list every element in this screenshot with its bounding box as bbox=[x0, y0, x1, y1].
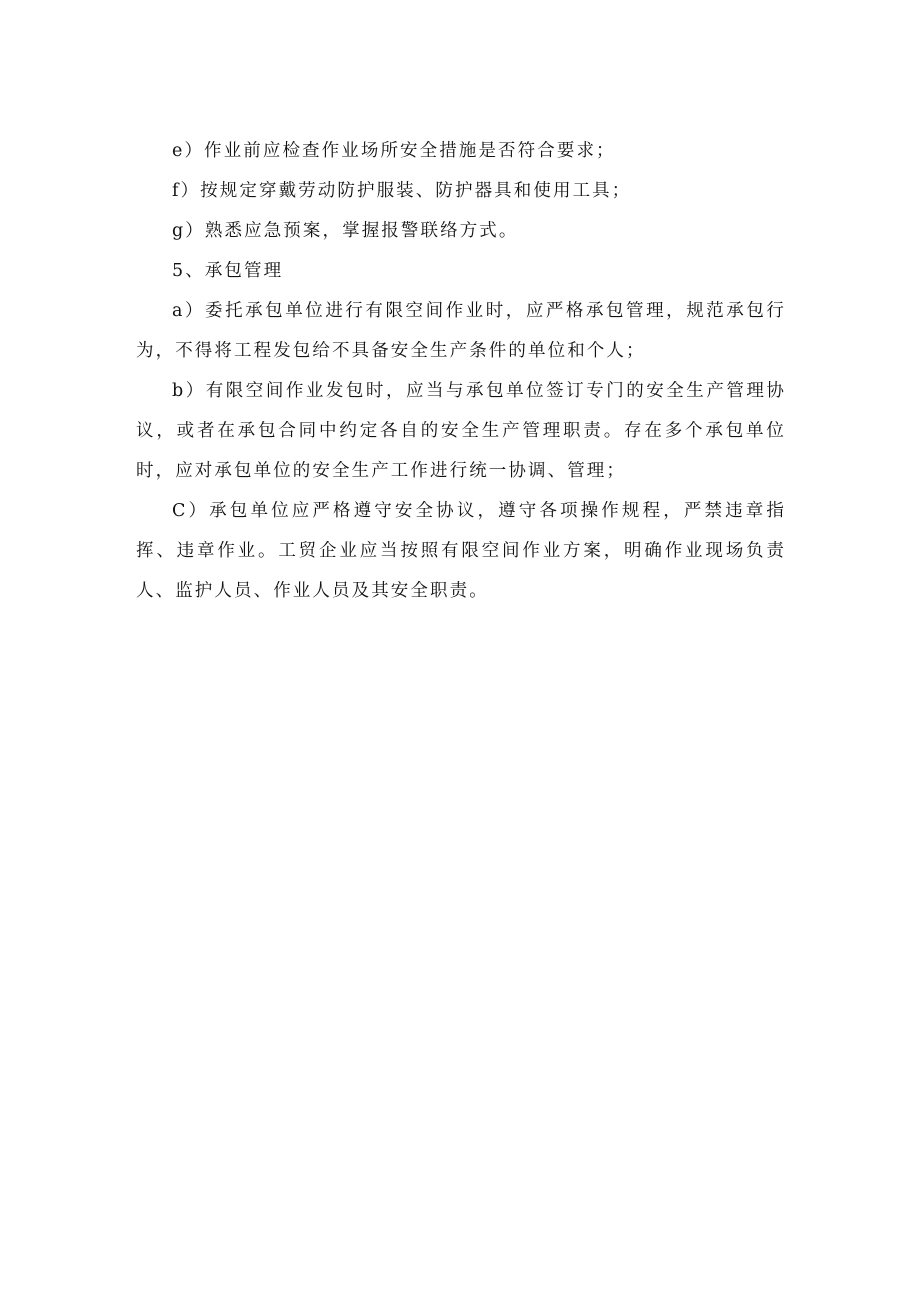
section-heading: 5、承包管理 bbox=[172, 261, 284, 281]
paragraph-item-f: f）按规定穿戴劳动防护服装、防护器具和使用工具； bbox=[172, 181, 632, 201]
paragraph-item-b: b）有限空间作业发包时，应当与承包单位签订专门的安全生产管理协议，或者在承包合同中约定各自的安全生产管理职责。存在多个承包单位时，应对承包单位的安全生产工作进行统一协调、管理； bbox=[136, 381, 786, 481]
paragraph-item-c: C）承包单位应严格遵守安全协议，遵守各项操作规程，严禁违章指挥、违章作业。工贸企业应当按照有限空间作业方案，明确作业现场负责人、监护人员、作业人员及其安全职责。 bbox=[136, 501, 786, 601]
document-body bbox=[136, 131, 786, 611]
paragraph-item-a: a）委托承包单位进行有限空间作业时，应严格承包管理，规范承包行为，不得将工程发包给不具备安全生产条件的单位和个人； bbox=[136, 301, 786, 361]
paragraph-item-e: e）作业前应检查作业场所安全措施是否符合要求； bbox=[172, 141, 616, 161]
paragraph-item-g: g）熟悉应急预案，掌握报警联络方式。 bbox=[172, 221, 519, 241]
